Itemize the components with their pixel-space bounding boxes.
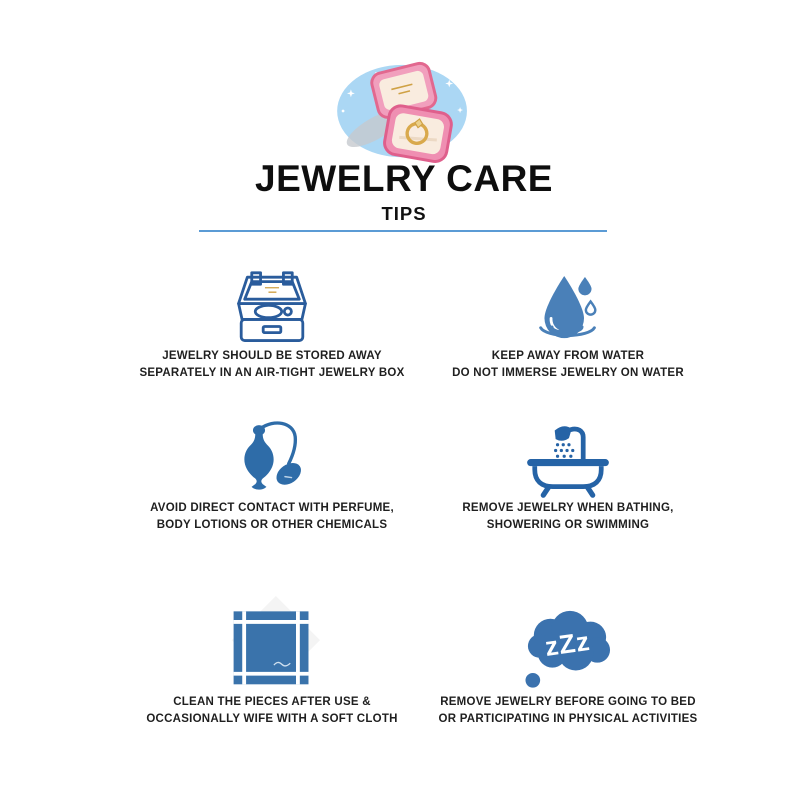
header-divider: [199, 230, 607, 232]
water-drop-icon: [536, 262, 600, 346]
tip-caption-line: SHOWERING OR SWIMMING: [486, 519, 650, 531]
perfume-atomizer-icon: [228, 420, 316, 498]
tip-caption-line: BODY LOTIONS OR OTHER CHEMICALS: [156, 519, 388, 531]
tip-caption-line: JEWELRY SHOULD BE STORED AWAY: [162, 350, 382, 362]
ring-box-illustration-svg: [321, 54, 489, 172]
tip-caption-line: SEPARATELY IN AN AIR-TIGHT JEWELRY BOX: [139, 367, 405, 379]
tip-caption-line: CLEAN THE PIECES AFTER USE &: [173, 696, 371, 708]
page-subtitle: TIPS: [381, 203, 427, 224]
tip-item-cloth: [102, 594, 442, 728]
tip-caption-line: DO NOT IMMERSE JEWELRY ON WATER: [452, 367, 684, 379]
tip-item-sleep: [398, 594, 738, 728]
tip-caption-line: REMOVE JEWELRY WHEN BATHING,: [462, 502, 674, 514]
sleep-cloud-icon: [513, 594, 623, 692]
tip-item-storage: [102, 262, 442, 382]
tip-caption-line: OR PARTICIPATING IN PHYSICAL ACTIVITIES: [438, 713, 698, 725]
bathtub-icon: [522, 420, 614, 498]
jewelry-box-icon: [228, 262, 316, 346]
tip-item-water: [398, 262, 738, 382]
tip-item-bathtub: [398, 420, 738, 534]
page-title: JEWELRY CARE: [255, 158, 553, 199]
cleaning-cloth-icon: [224, 594, 320, 692]
tip-caption-line: OCCASIONALLY WIFE WITH A SOFT CLOTH: [146, 713, 398, 725]
tip-caption-line: KEEP AWAY FROM WATER: [491, 350, 645, 362]
tip-item-perfume: [102, 420, 442, 534]
tip-caption-line: REMOVE JEWELRY BEFORE GOING TO BED: [440, 696, 696, 708]
tip-caption-line: AVOID DIRECT CONTACT WITH PERFUME,: [150, 502, 394, 514]
sleep-cloud-zzz-text: zZz: [542, 625, 593, 662]
